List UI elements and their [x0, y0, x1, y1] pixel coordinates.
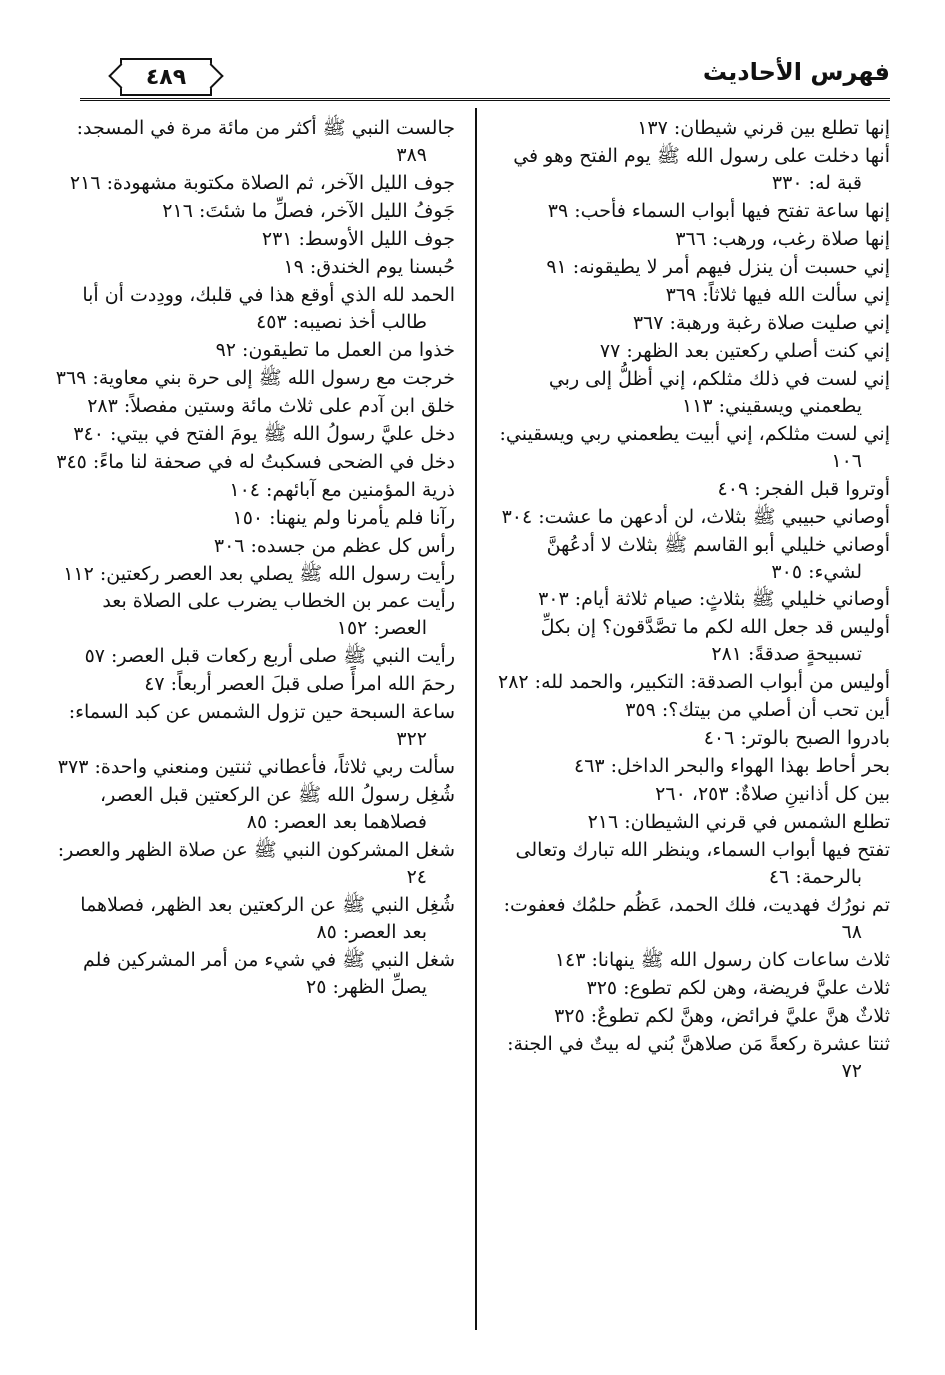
index-entry: أوليس قد جعل الله لكم ما تصَّدَّقون؟ إن بكلِّ تسبيحةٍ صدقةً: ٢٨١	[540, 616, 890, 666]
index-entry: شُغِل رسولُ الله ﷺ عن الركعتين قبل العصر، فصلاهما بعد العصر: ٨٥	[100, 784, 455, 834]
index-entry: إني كنت أصلي ركعتين بعد الظهر: ٧٧	[599, 339, 890, 362]
index-entry: شُغِل النبي ﷺ عن الركعتين بعد الظهر، فصلاهما بعد العصر: ٨٥	[80, 894, 455, 944]
index-entry: رحمَ الله امرأً صلى قبلَ العصر أربعاً: ٤٧	[144, 673, 455, 696]
index-entry: أنها دخلت على رسول الله ﷺ يوم الفتح وهو في قبة له: ٣٣٠	[513, 144, 890, 194]
index-entry: إني حسبت أن ينزل فيهم أمر لا يطيقونه: ٩١	[546, 255, 890, 278]
page-number: ٤٨٩	[120, 58, 212, 96]
index-entry: رآنا فلم يأمرنا ولم ينهنا: ١٥٠	[232, 506, 455, 529]
index-entry: بادروا الصبح بالوتر: ٤٠٦	[703, 727, 890, 750]
index-entry: أوصاني حبيبي ﷺ بثلاث، لن أدعهن ما عشت: ٣٠٤	[501, 505, 890, 528]
index-entry: بين كل أذانينِ صلاةٌ: ٢٥٣، ٢٦٠	[655, 783, 890, 806]
index-entry: أين تحب أن أصلي من بيتك؟: ٣٥٩	[625, 699, 890, 722]
index-entry: إنها صلاة رغب، ورهب: ٣٦٦	[675, 227, 890, 250]
column-divider	[475, 108, 477, 1330]
index-entry: أوتروا قبل الفجر: ٤٠٩	[717, 477, 890, 500]
index-entry: خرجت مع رسول الله ﷺ إلى حرة بني معاوية: ٣٦٩	[55, 366, 455, 389]
index-entry: ذرية المؤمنين مع آبائهم: ١٠٤	[229, 478, 455, 501]
index-entry: إني صليت صلاة رغبة ورهبة: ٣٦٧	[632, 311, 890, 334]
index-entry: رأس كل عظم من جسده: ٣٠٦	[213, 534, 455, 557]
index-entry: جوف الليل الأوسط: ٢٣١	[261, 227, 455, 250]
index-entry: خذوا من العمل ما تطيقون: ٩٢	[215, 338, 455, 361]
index-entry: شغل المشركون النبي ﷺ عن صلاة الظهر والعصر: ٢٤	[57, 839, 455, 889]
index-entry: تم نورُك فهديت، فلك الحمد، عَظُم حلمُك فعفوت: ٦٨	[503, 894, 890, 944]
index-entry: جالست النبي ﷺ أكثر من مائة مرة في المسجد: ٣٨٩	[76, 117, 455, 166]
index-entry: خلق ابن آدم على ثلاث مائة وستين مفصلاً: ٢٨٣	[87, 394, 455, 417]
index-entry: إنها تطلع بين قرني شيطان: ١٣٧	[637, 117, 890, 139]
index-entry: الحمد لله الذي أوقع هذا في قلبك، وودِدت أن أبا طالب أخذ نصيبه: ٤٥٣	[82, 283, 455, 333]
index-entry: ثلاث ساعات كان رسول الله ﷺ ينهانا: ١٤٣	[554, 949, 890, 972]
index-entry: سألت ربي ثلاثاً، فأعطاني ثنتين ومنعني واحدة: ٣٧٣	[57, 756, 455, 779]
index-entry: إنها ساعة تفتح فيها أبواب السماء فأحب: ٣٩	[547, 199, 890, 222]
index-entry: أوصاني خليلي أبو القاسم ﷺ بثلاث لا أدعُهنَّ لشيء: ٣٠٥	[546, 533, 890, 583]
page-title: فهرس الأحاديث	[702, 58, 890, 86]
index-entry: شغل النبي ﷺ في شيء من أمر المشركين فلم يصلِّ الظهر: ٢٥	[82, 949, 455, 999]
index-entry: بحر أحاط بهذا الهواء والبحر الداخل: ٤٦٣	[573, 755, 890, 778]
index-entry: إني لست في ذلك مثلكم، إني أظلُّ إلى ربي يطعمني ويسقيني: ١١٣	[548, 367, 890, 417]
index-entry: ثنتا عشرة ركعةً مَن صلاهنَّ بُني له بيتٌ في الجنة: ٧٢	[507, 1032, 890, 1082]
page-header	[80, 58, 890, 101]
index-entry: حُبسنا يوم الخندق: ١٩	[283, 255, 455, 278]
index-column-right	[490, 115, 890, 1345]
index-entry: تطلع الشمس في قرني الشيطان: ٢١٦	[587, 811, 890, 834]
index-entry: دخل في الضحى فسكبتُ له في صحفة لنا ماءً: ٣٤٥	[56, 450, 455, 473]
index-entry: ساعة السبحة حين تزول الشمس عن كبد السماء: ٣٢٢	[68, 701, 455, 751]
index-entry: إني سألت الله فيها ثلاثاً: ٣٦٩	[665, 283, 890, 306]
index-entry: ثلاث عليَّ فريضة، وهن لكم تطوع: ٣٢٥	[586, 977, 890, 1000]
index-entry: ثلاثٌ هنَّ عليَّ فرائض، وهنَّ لكم تطوعٌ: ٣٢٥	[554, 1005, 890, 1027]
index-column-left	[55, 115, 455, 1345]
index-entry: رأيت عمر بن الخطاب يضرب على الصلاة بعد العصر: ١٥٢	[102, 590, 455, 640]
index-entry: رأيت رسول الله ﷺ يصلي بعد العصر ركعتين: ١١٢	[63, 562, 455, 585]
index-entry: جَوفُ الليل الآخر، فصلِّ ما شئتَ: ٢١٦	[162, 199, 455, 222]
index-entry: تفتح فيها أبواب السماء، وينظر الله تبارك وتعالى بالرحمة: ٤٦	[515, 839, 890, 889]
index-entry: رأيت النبي ﷺ صلى أربع ركعات قبل العصر: ٥٧	[84, 645, 455, 668]
index-entry: أوصاني خليلي ﷺ بثلاثٍ: صيام ثلاثة أيام: ٣٠٣	[538, 588, 890, 611]
index-entry: جوف الليل الآخر، ثم الصلاة مكتوبة مشهودة: ٢١٦	[69, 171, 455, 194]
index-entry: دخل عليَّ رسولُ الله ﷺ يومَ الفتح في بيتي: ٣٤٠	[73, 422, 455, 445]
index-entry: أوليس من أبواب الصدقة: التكبير، والحمد لله: ٢٨٢	[498, 671, 890, 694]
index-entry: إني لست مثلكم، إني أبيت يطعمني ربي ويسقيني: ١٠٦	[499, 422, 890, 472]
